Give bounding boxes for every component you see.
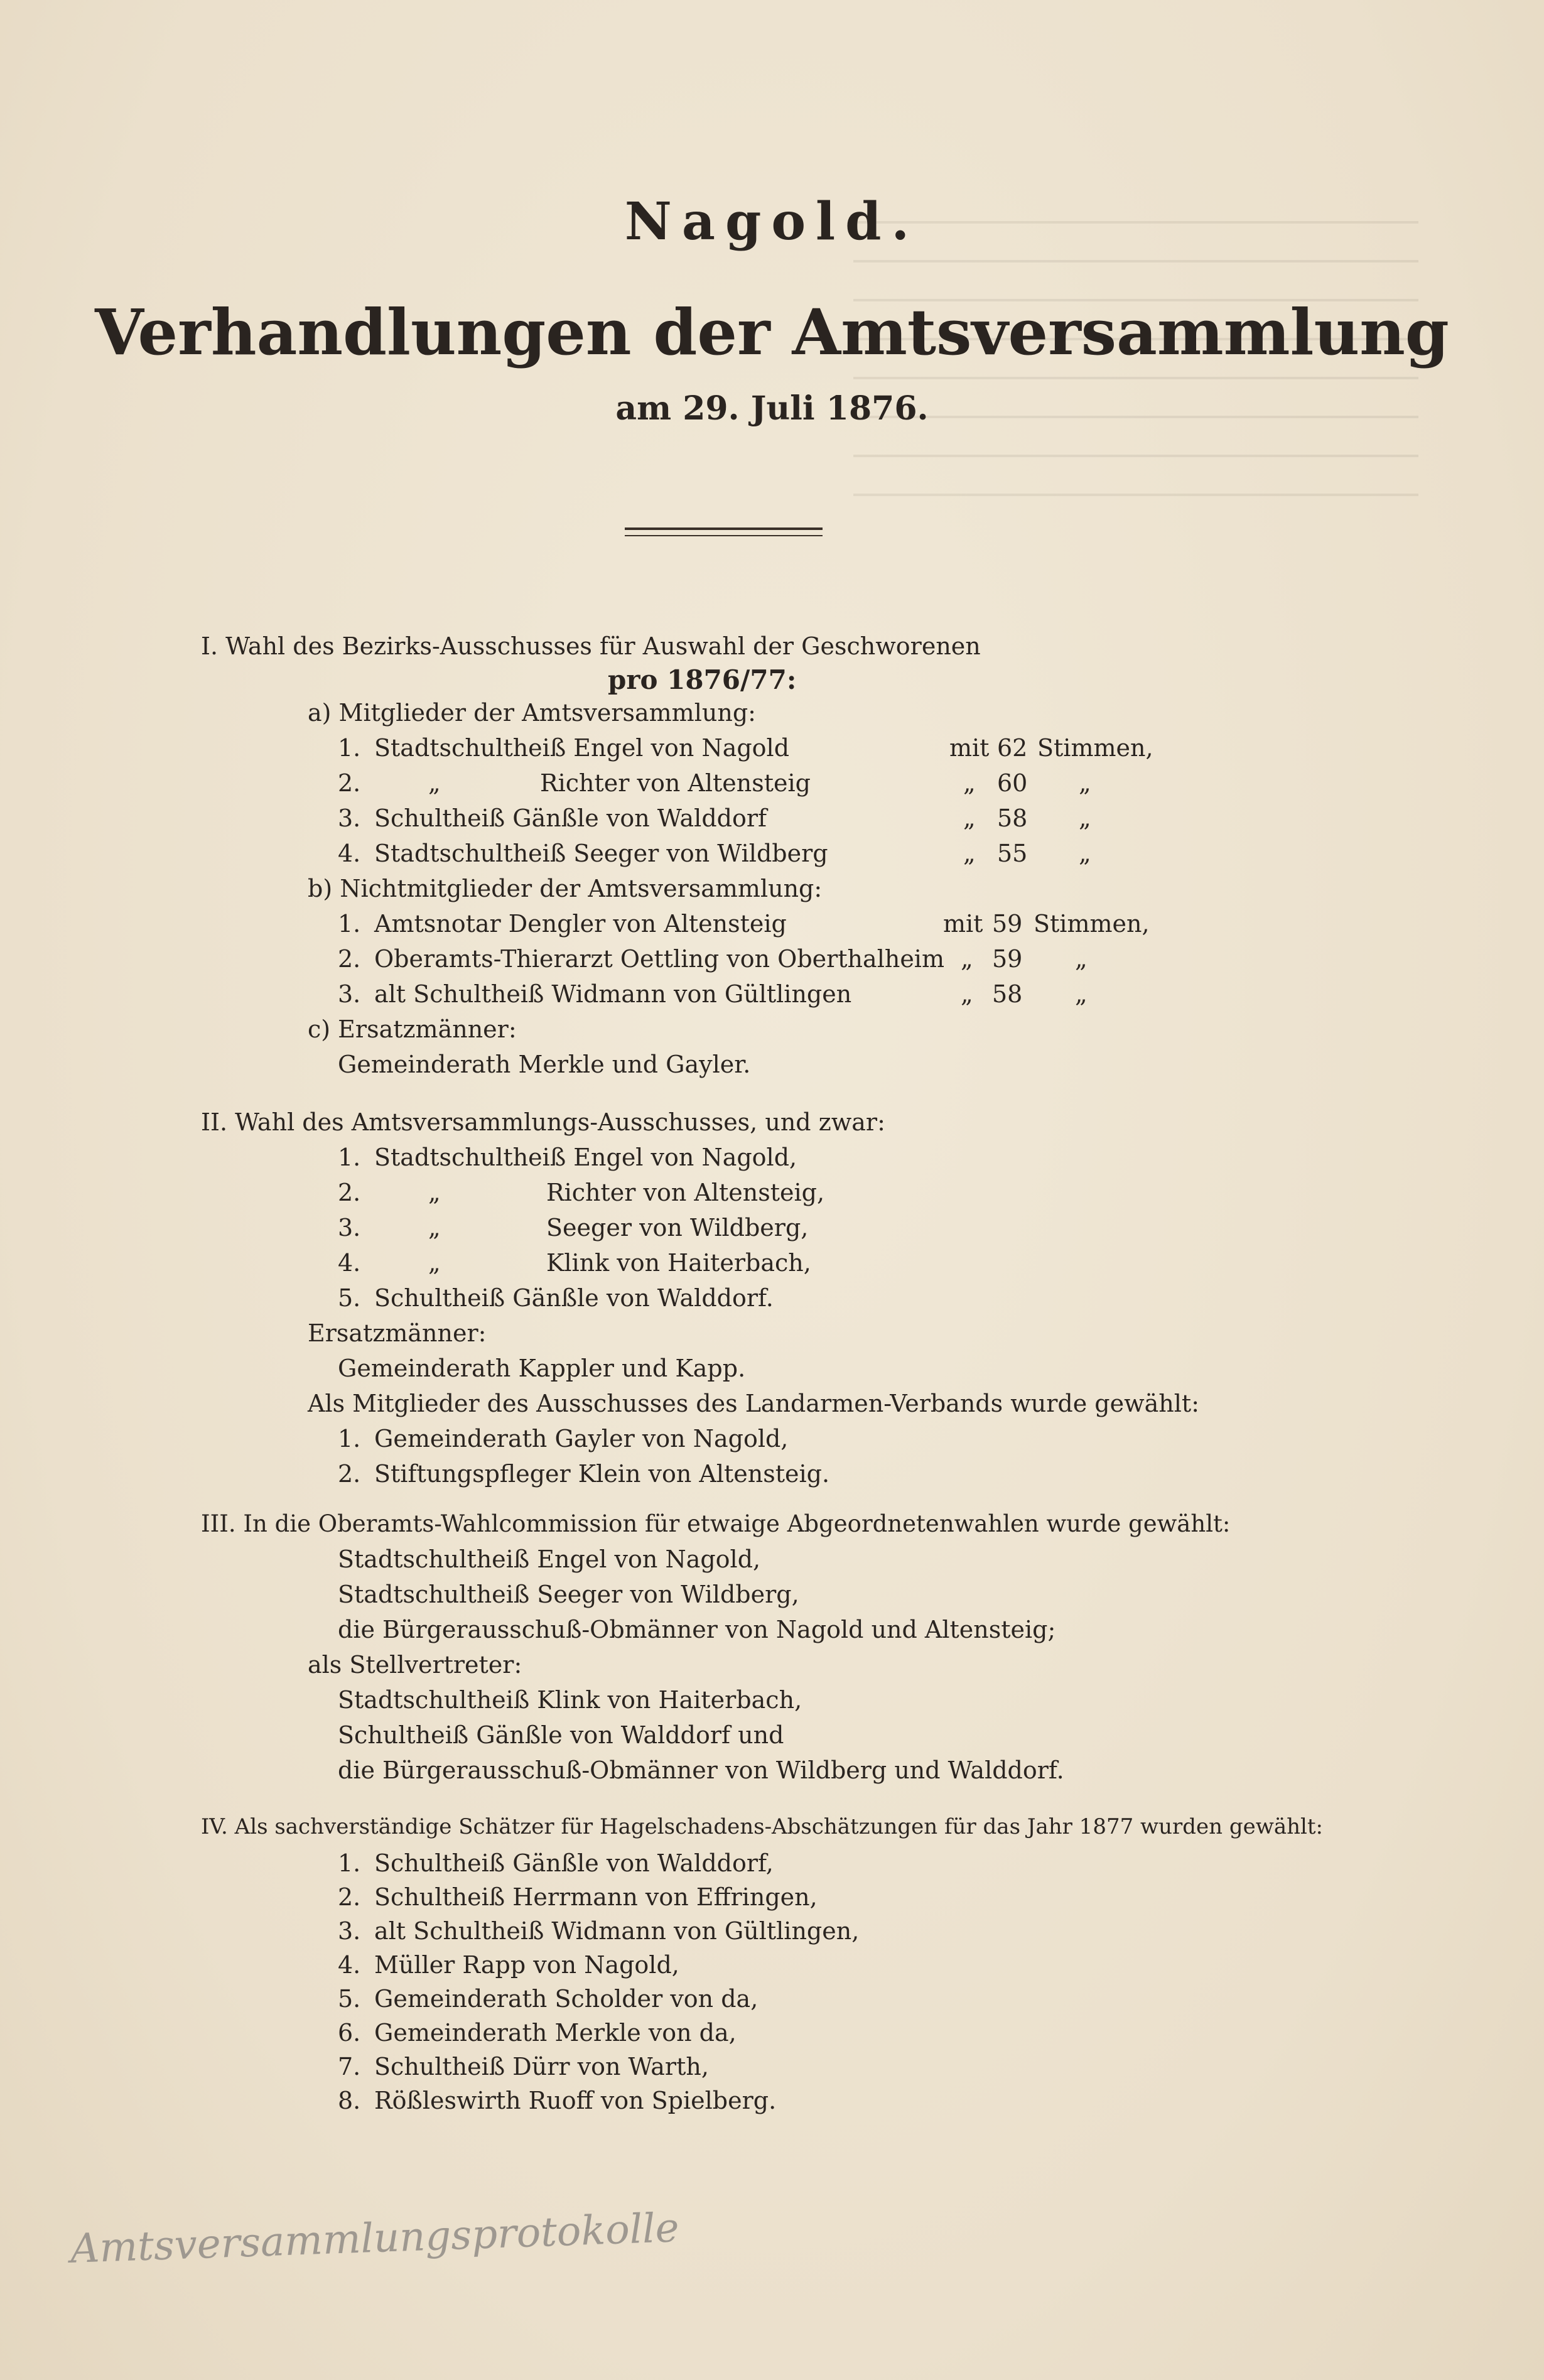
votes-unit: „ (1079, 840, 1091, 867)
votes-unit: „ (1079, 804, 1091, 832)
list-item-number: 8. (338, 2087, 361, 2114)
ditto-mark: „ (428, 1214, 441, 1241)
list-item-number: 2. (338, 1179, 361, 1206)
list-item-text: Gemeinderath Gayler von Nagold, (374, 1425, 789, 1452)
list-item-text: Oberamts-Thierarzt Oettling von Oberthalheim (374, 945, 944, 973)
list-item-text: Stadtschultheiß Seeger von Wildberg (374, 840, 828, 867)
list-item-number: 5. (338, 1985, 361, 2013)
section-3-heading: III. In die Oberamts-Wahlcommission für etwaige Abgeordnetenwahlen wurde gewählt: (201, 1510, 1231, 1537)
title-rule (625, 527, 823, 530)
section-1-period: pro 1876/77: (608, 664, 797, 695)
list-item-number: 1. (338, 734, 361, 762)
votes-prefix: „ (963, 769, 976, 797)
list-item-number: 1. (338, 1425, 361, 1452)
list-item-text: alt Schultheiß Widmann von Gültlingen, (374, 1917, 860, 1945)
section-1c-text: Gemeinderath Merkle und Gayler. (338, 1051, 751, 1078)
list-item-text: Seeger von Wildberg, (546, 1214, 809, 1241)
votes-count: 60 (997, 769, 1028, 797)
votes-prefix: „ (961, 980, 973, 1008)
votes-prefix: „ (963, 804, 976, 832)
list-item-text: Richter von Altensteig, (546, 1179, 825, 1206)
pencil-annotation: Amtsversammlungsprotokolle (70, 2205, 680, 2273)
votes-prefix: „ (961, 945, 973, 973)
list-item-text: Klink von Haiterbach, (546, 1249, 811, 1277)
section-2-heading: II. Wahl des Amtsversammlungs-Ausschusses, und zwar: (201, 1108, 885, 1136)
list-item-number: 3. (338, 1917, 361, 1945)
document-title: Verhandlungen der Amtsversammlung (95, 295, 1449, 369)
text-line: Stadtschultheiß Engel von Nagold, (338, 1545, 761, 1573)
list-item-number: 4. (338, 1951, 361, 1979)
list-item-text: Schultheiß Herrmann von Effringen, (374, 1883, 818, 1911)
section-4-heading: IV. Als sachverständige Schätzer für Hagelschadens-Abschätzungen für das Jahr 1877 wurden gewählt: (201, 1814, 1324, 1839)
list-item-number: 4. (338, 840, 361, 867)
list-item-text: Gemeinderath Scholder von da, (374, 1985, 759, 2013)
list-item-number: 3. (338, 1214, 361, 1241)
votes-count: 58 (992, 980, 1023, 1008)
section-2-substitutes-label: Ersatzmänner: (308, 1319, 487, 1347)
votes-unit: „ (1075, 980, 1088, 1008)
list-item-text: Stadtschultheiß Engel von Nagold, (374, 1144, 797, 1171)
votes-unit: „ (1079, 769, 1091, 797)
list-item-text: Rößleswirth Ruoff von Spielberg. (374, 2087, 777, 2114)
section-2-substitutes-text: Gemeinderath Kappler und Kapp. (338, 1355, 746, 1382)
votes-count: 55 (997, 840, 1028, 867)
section-1c-label: c) Ersatzmänner: (308, 1015, 517, 1043)
ditto-mark: „ (428, 1249, 441, 1277)
section-1a-label: a) Mitglieder der Amtsversammlung: (308, 699, 756, 727)
list-item-text: Schultheiß Gänßle von Walddorf (374, 804, 767, 832)
text-line: Stadtschultheiß Klink von Haiterbach, (338, 1686, 802, 1714)
list-item-text: Richter von Altensteig (540, 769, 811, 797)
votes-unit: Stimmen, (1037, 734, 1153, 762)
list-item-text: Stiftungspfleger Klein von Altensteig. (374, 1460, 830, 1488)
votes-unit: „ (1075, 945, 1088, 973)
text-line: die Bürgerausschuß-Obmänner von Wildberg und Walddorf. (338, 1756, 1064, 1784)
list-item-text: Schultheiß Gänßle von Walddorf, (374, 1849, 774, 1877)
votes-count: 59 (992, 945, 1023, 973)
list-item-number: 2. (338, 1460, 361, 1488)
list-item-number: 3. (338, 804, 361, 832)
votes-count: 62 (997, 734, 1028, 762)
votes-prefix: mit (943, 910, 983, 938)
votes-prefix: mit (949, 734, 990, 762)
list-item-text: Gemeinderath Merkle von da, (374, 2019, 737, 2047)
list-item-number: 2. (338, 945, 361, 973)
text-line: Schultheiß Gänßle von Walddorf und (338, 1721, 784, 1749)
list-item-number: 7. (338, 2053, 361, 2080)
votes-count: 59 (992, 910, 1023, 938)
list-item-text: Amtsnotar Dengler von Altensteig (374, 910, 787, 938)
list-item-number: 3. (338, 980, 361, 1008)
list-item-text: Müller Rapp von Nagold, (374, 1951, 679, 1979)
list-item-text: Stadtschultheiß Engel von Nagold (374, 734, 790, 762)
section-2-landarmen-label: Als Mitglieder des Ausschusses des Landarmen-Verbands wurde gewählt: (308, 1390, 1199, 1417)
place-heading: Nagold. (624, 192, 920, 252)
list-item-text: alt Schultheiß Widmann von Gültlingen (374, 980, 852, 1008)
document-date: am 29. Juli 1876. (615, 389, 929, 428)
title-rule-thin (625, 535, 823, 536)
section-1b-label: b) Nichtmitglieder der Amtsversammlung: (308, 875, 823, 902)
list-item-number: 5. (338, 1284, 361, 1312)
ditto-mark: „ (428, 769, 441, 797)
votes-count: 58 (997, 804, 1028, 832)
ditto-mark: „ (428, 1179, 441, 1206)
list-item-number: 2. (338, 769, 361, 797)
list-item-number: 6. (338, 2019, 361, 2047)
list-item-number: 4. (338, 1249, 361, 1277)
list-item-number: 2. (338, 1883, 361, 1911)
list-item-text: Schultheiß Gänßle von Walddorf. (374, 1284, 774, 1312)
list-item-number: 1. (338, 1144, 361, 1171)
list-item-number: 1. (338, 910, 361, 938)
list-item-text: Schultheiß Dürr von Warth, (374, 2053, 709, 2080)
section-1-heading: I. Wahl des Bezirks-Ausschusses für Auswahl der Geschworenen (201, 632, 981, 660)
section-3-deputy-label: als Stellvertreter: (308, 1651, 522, 1679)
text-line: die Bürgerausschuß-Obmänner von Nagold und Altensteig; (338, 1616, 1056, 1643)
votes-unit: Stimmen, (1034, 910, 1150, 938)
votes-prefix: „ (963, 840, 976, 867)
text-line: Stadtschultheiß Seeger von Wildberg, (338, 1581, 799, 1608)
list-item-number: 1. (338, 1849, 361, 1877)
